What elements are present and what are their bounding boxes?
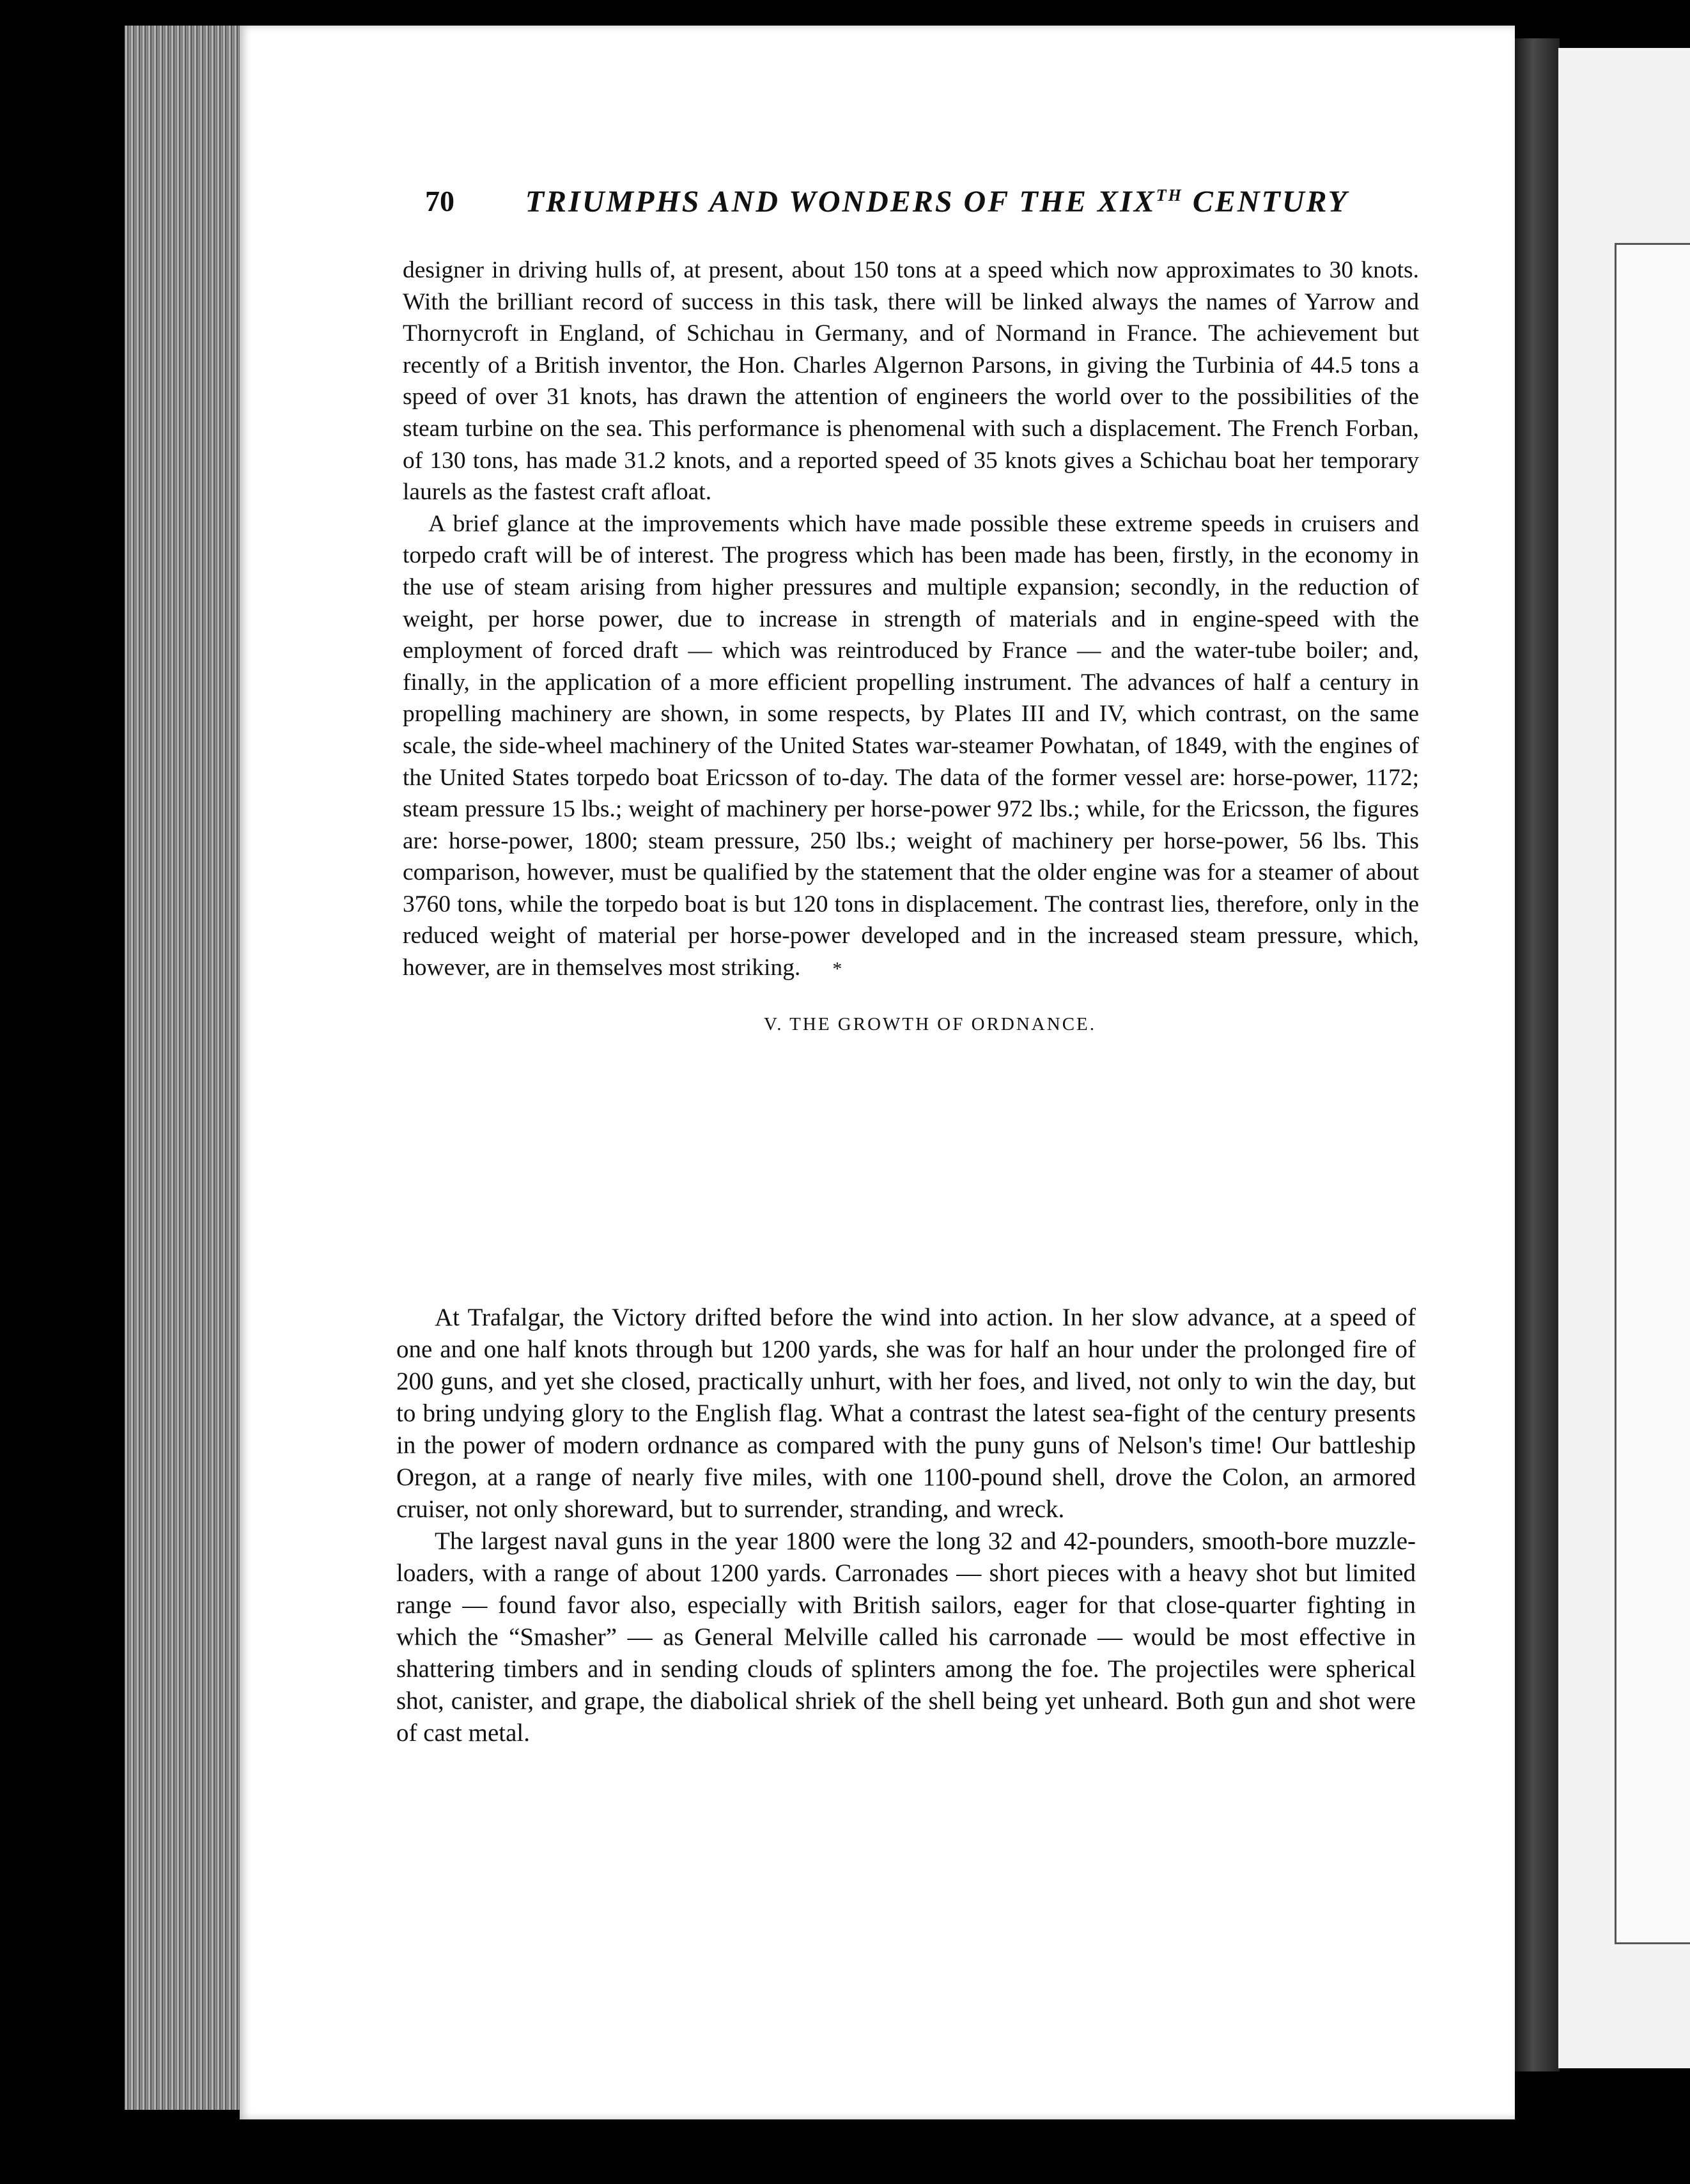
paragraph: At Trafalgar, the Victory drifted before the wind into action. In her slow advance, at a speed of one and one half knots through but 1200 yards, she was for half an hour under the prolonged fire of 200 guns, and yet she closed, practically unhurt, with her foes, and lived, not only to win the day, but to bring undying glory to the English flag. What a contrast the latest sea-fight of the century presents in the power of modern ordnance as compared with the puny guns of Nelson's time! Our battleship Oregon, at a range of nearly five miles, with one 1100-pound shell, drove the Colon, an armored cruiser, not only shoreward, but to surrender, stranding, and wreck. — [396, 1304, 1416, 1523]
page-header — [425, 184, 1349, 225]
facing-plate-frame — [1615, 243, 1690, 1944]
body-text-bottom — [396, 1302, 1416, 1749]
running-title-end: CENTURY — [1182, 185, 1349, 219]
star-mark: * — [832, 958, 842, 980]
page-number: 70 — [425, 185, 454, 217]
paragraph: The largest naval guns in the year 1800 were the long 32 and 42-pounders, smooth-bore muzzle-loaders, with a range of about 1200 yards. Carronades — short pieces with a heavy shot but limited range — found favor also, especially with British sailors, eager for that close-quarter fighting in which the “Smasher” — as General Melville called his carronade — would be most effective in shattering timbers and in sending clouds of splinters among the foe. The projectiles were spherical shot, canister, and grape, the diabolical shriek of the shell being yet unheard. Both gun and shot were of cast metal. — [396, 1527, 1416, 1747]
running-title-text: TRIUMPHS AND WONDERS OF THE XIX — [525, 185, 1156, 219]
paragraph-text: A brief glance at the improvements which have made possible these extreme speeds in cruisers and torpedo craft will be of interest. The progress which has been made has been, firstly, in the economy in the use of steam arising from higher pressures and multiple expansion; secondly, in the reduction of weight, per horse power, due to increase in strength of materials and in engine-speed with the employment of forced draft — which was reintroduced by France — and the water-tube boiler; and, finally, in the application of a more efficient propelling instrument. The advances of half a century in propelling machinery are shown, in some respects, by Plates III and IV, which contrast, on the same scale, the side-wheel machinery of the United States war-steamer Powhatan, of 1849, with the engines of the United States torpedo boat Ericsson of to-day. The data of the former vessel are: horse-power, 1172; steam pressure 15 lbs.; weight of machinery per horse-power 972 lbs.; while, for the Ericsson, the figures are: horse-power, 1800; steam pressure, 250 lbs.; weight of machinery per horse-power, 56 lbs. This comparison, however, must be qualified by the statement that the older engine was for a steamer of about 3760 tons, while the torpedo boat is but 120 tons in displacement. The contrast lies, therefore, only in the reduced weight of material per horse-power developed and in the increased steam pressure, which, however, are in themselves most striking. — [403, 510, 1419, 981]
section-heading: V. THE GROWTH OF ORDNANCE. — [764, 1013, 1096, 1034]
paragraph — [403, 508, 1419, 985]
running-title-superscript: TH — [1156, 186, 1183, 205]
page-edges — [125, 26, 249, 2110]
body-text-top — [403, 254, 1419, 1047]
running-title — [525, 184, 1349, 219]
book-gutter — [1515, 38, 1560, 2071]
paragraph: designer in driving hulls of, at present, about 150 tons at a speed which now approximates to 30 knots. With the brilliant record of success in this task, there will be linked always the names of Yarrow and Thornycroft in England, of Schichau in Germany, and of Normand in France. The achievement but recently of a British inventor, the Hon. Charles Algernon Parsons, in giving the Turbinia of 44.5 tons a speed of over 31 knots, has drawn the attention of engineers the world over to the possibilities of the steam turbine on the sea. This performance is phenomenal with such a displacement. The French Forban, of 130 tons, has made 31.2 knots, and a reported speed of 35 knots gives a Schichau boat her temporary laurels as the fastest craft afloat. — [403, 257, 1419, 506]
